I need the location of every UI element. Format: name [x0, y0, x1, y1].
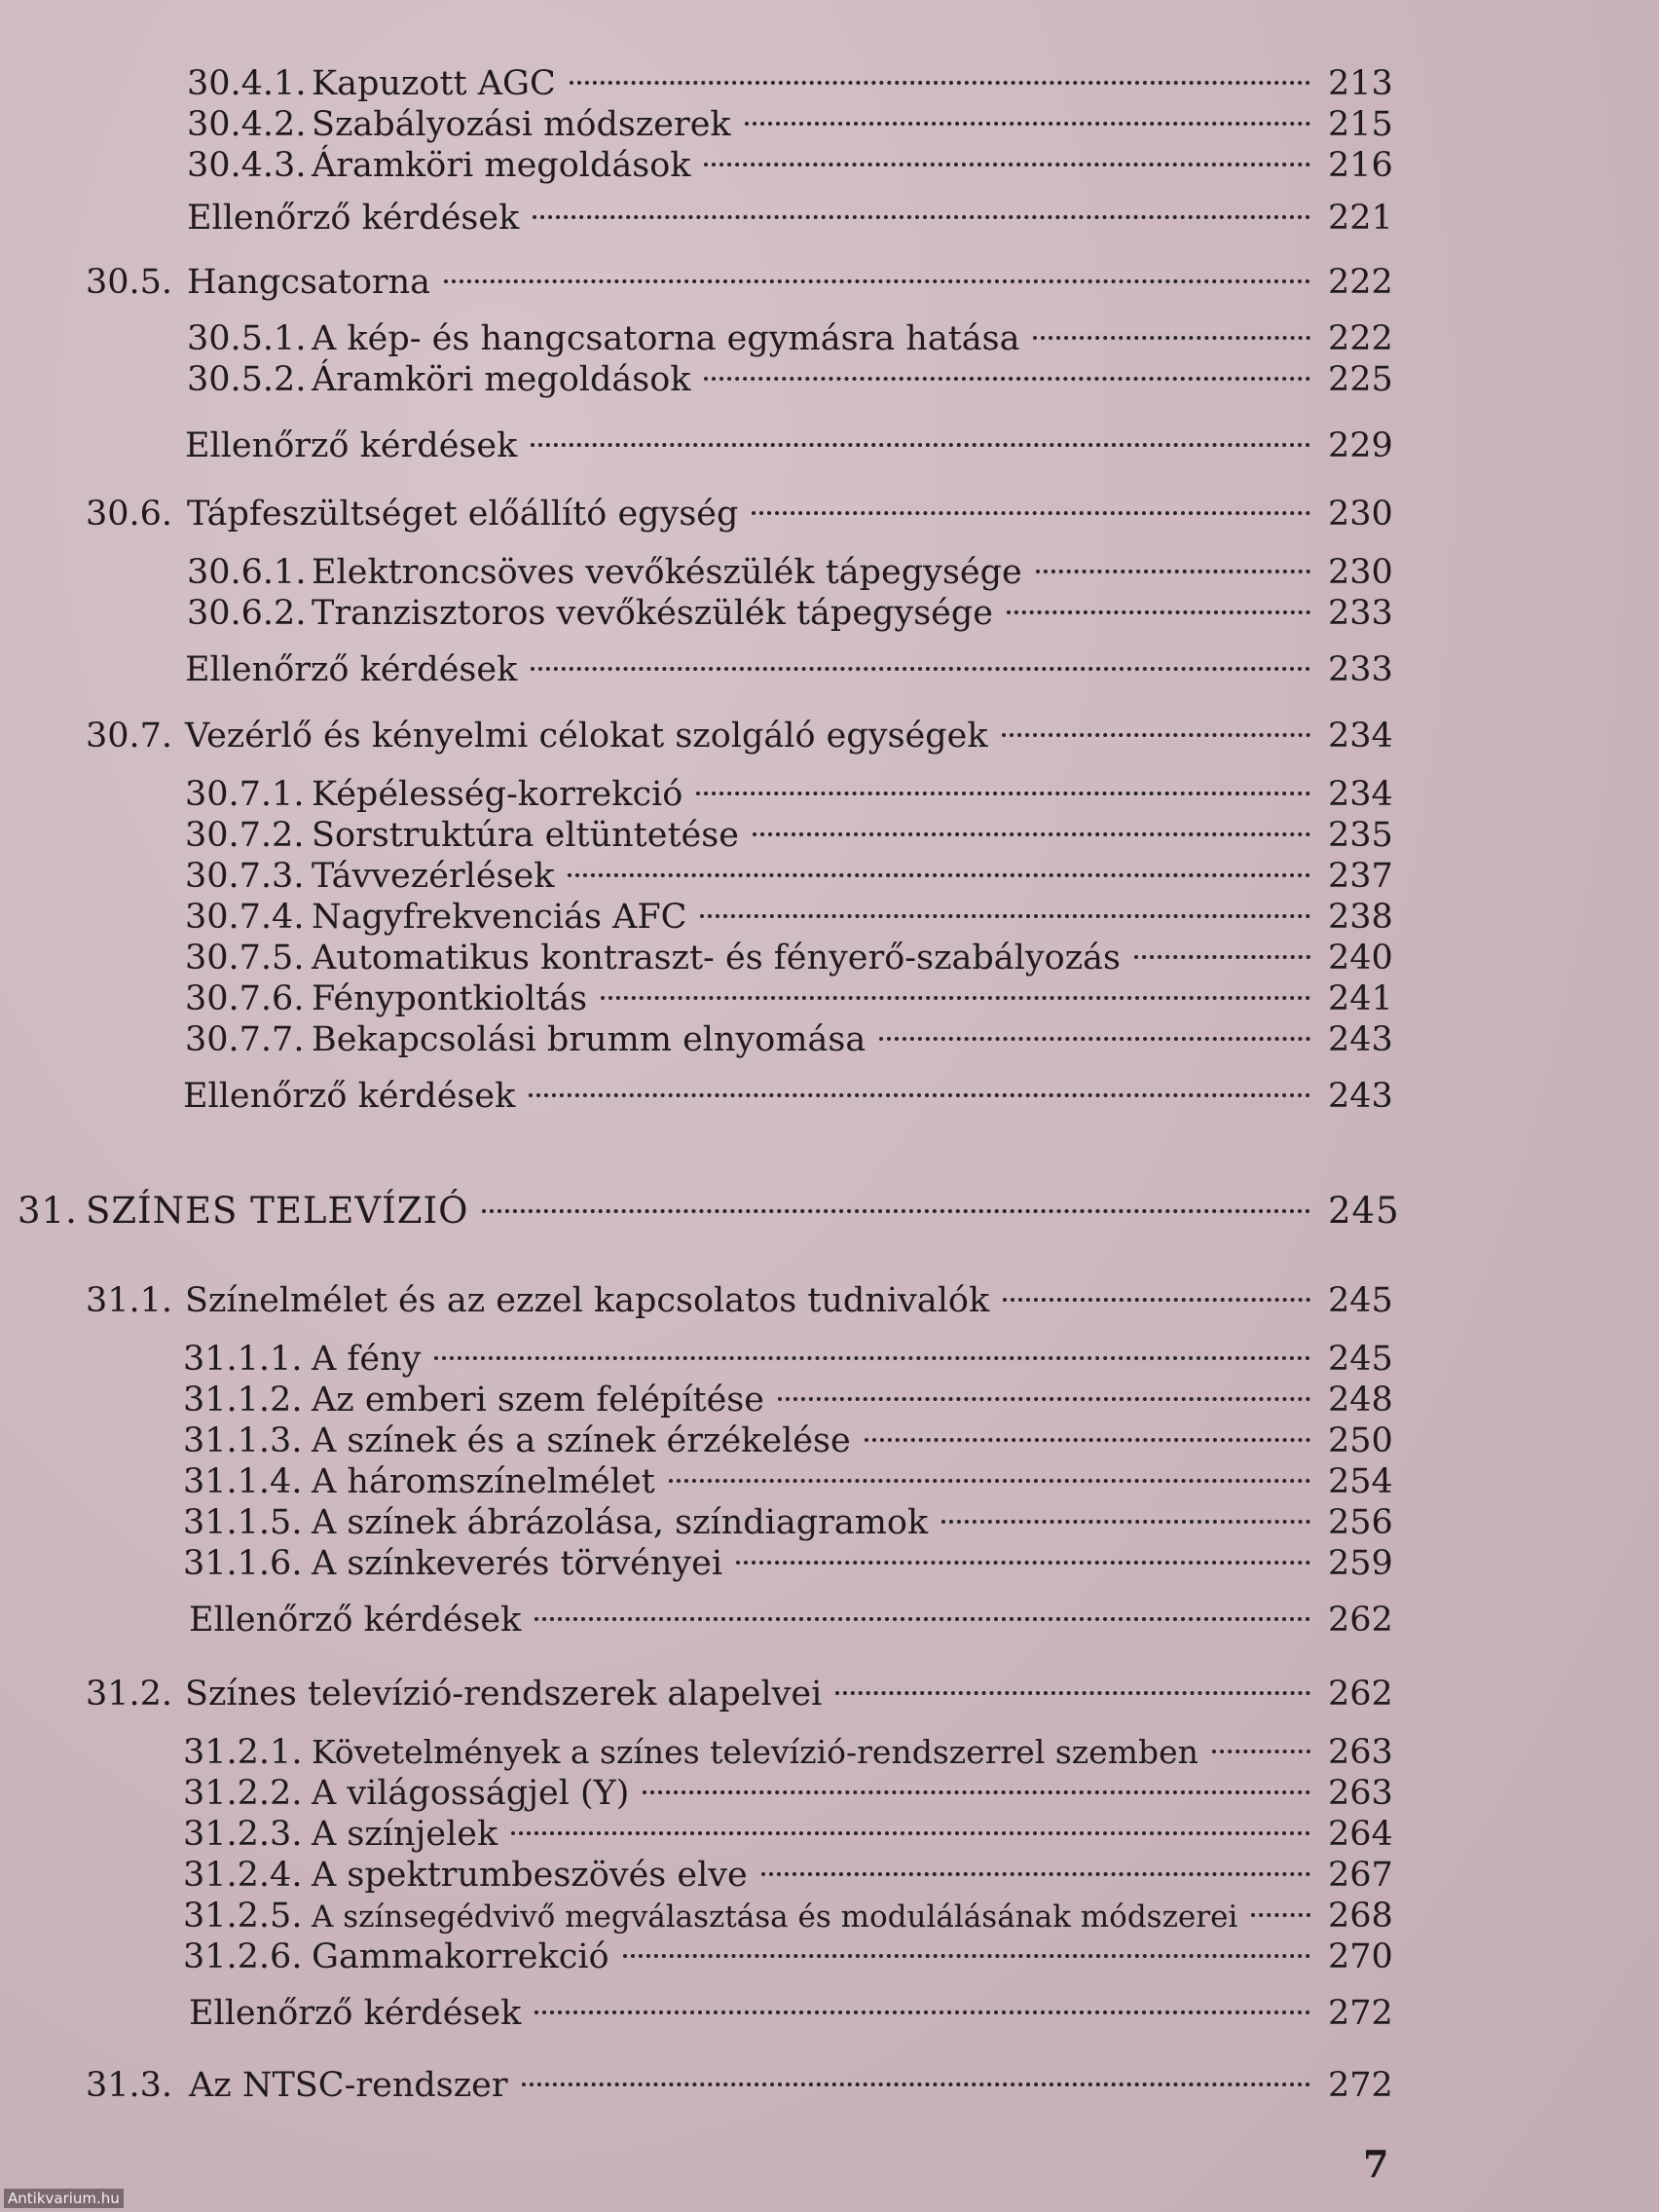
entry-title: Bekapcsolási brumm elnyomása: [312, 1020, 866, 1059]
toc-entry-section: [86, 1279, 1393, 1322]
leader-dots: [1003, 1298, 1310, 1302]
toc-entry: [183, 1854, 1393, 1897]
leader-dots: [704, 163, 1310, 166]
toc-entry: [183, 1813, 1393, 1856]
entry-page: 243: [1328, 1077, 1393, 1116]
toc-entry: [183, 1501, 1393, 1544]
entry-number: 30.5.1.: [187, 319, 307, 358]
leader-dots: [736, 1561, 1310, 1565]
entry-title: Távvezérlések: [312, 857, 555, 896]
leader-dots: [535, 1617, 1310, 1621]
entry-title: A színek ábrázolása, színdiagramok: [312, 1503, 929, 1542]
toc-entry: [185, 977, 1393, 1020]
entry-page: 233: [1328, 594, 1393, 633]
entry-title: Sorstruktúra eltüntetése: [312, 816, 739, 855]
entry-number: 30.7.3.: [185, 857, 305, 896]
entry-title: A háromszínelmélet: [312, 1462, 655, 1501]
toc-entry-section: [86, 715, 1393, 757]
entry-page: 254: [1328, 1462, 1393, 1501]
entry-number: 30.4.1.: [187, 64, 307, 103]
toc-entry: [187, 551, 1393, 594]
entry-number: 31.1.2.: [183, 1381, 303, 1419]
toc-entry: [183, 1460, 1393, 1503]
entry-title: Vezérlő és kényelmi célokat szolgáló egységek: [185, 717, 988, 756]
toc-entry: [187, 317, 1393, 360]
entry-page: 213: [1328, 64, 1393, 103]
toc-entry: [187, 103, 1393, 146]
entry-title: Követelmények a színes televízió-rendszerrel szemben: [312, 1733, 1198, 1771]
leader-dots: [753, 832, 1310, 836]
leader-dots: [700, 914, 1310, 918]
page-number: 7: [1363, 2142, 1389, 2186]
entry-title: Az NTSC-rendszer: [189, 2066, 508, 2105]
entry-page: 241: [1328, 979, 1393, 1018]
entry-title: Áramköri megoldások: [312, 146, 691, 185]
toc-entry-review: [185, 648, 1393, 691]
leader-dots: [704, 377, 1310, 381]
entry-page: 262: [1328, 1601, 1393, 1640]
entry-page: 263: [1328, 1733, 1393, 1772]
entry-page: 240: [1328, 939, 1393, 977]
leader-dots: [535, 2010, 1310, 2014]
toc-entry: [187, 144, 1393, 187]
entry-page: 222: [1328, 263, 1393, 302]
leader-dots: [778, 1397, 1310, 1401]
entry-title: Elektroncsöves vevőkészülék tápegysége: [312, 553, 1022, 592]
entry-number: 30.4.2.: [187, 105, 307, 144]
leader-dots: [482, 1209, 1310, 1213]
entry-page: 230: [1328, 495, 1393, 534]
entry-page: 233: [1328, 650, 1393, 689]
leader-dots: [1212, 1750, 1310, 1753]
leader-dots: [1036, 570, 1310, 573]
entry-number: 31.2.6.: [183, 1937, 303, 1976]
entry-page: 225: [1328, 360, 1393, 399]
entry-title: Színelmélet és az ezzel kapcsolatos tudnivalók: [185, 1281, 990, 1320]
leader-dots: [1134, 955, 1310, 959]
toc-entry: [183, 1338, 1393, 1381]
toc-entry: [185, 814, 1393, 857]
toc-entry: [185, 937, 1393, 979]
entry-page: 234: [1328, 775, 1393, 814]
leader-dots: [533, 215, 1310, 219]
leader-dots: [529, 1093, 1310, 1097]
entry-title: Ellenőrző kérdések: [187, 199, 520, 238]
toc-entry-chapter: [18, 1190, 1400, 1233]
leader-dots: [1002, 733, 1310, 737]
leader-dots: [531, 667, 1310, 671]
toc-entry: [185, 896, 1393, 939]
entry-page: 221: [1328, 199, 1393, 238]
entry-title: A kép- és hangcsatorna egymásra hatása: [312, 319, 1020, 358]
entry-title: Gammakorrekció: [312, 1937, 609, 1976]
leader-dots: [696, 792, 1310, 795]
entry-title: Színes televízió-rendszerek alapelvei: [185, 1675, 823, 1714]
toc-entry: [183, 1731, 1393, 1774]
entry-page: 237: [1328, 857, 1393, 896]
entry-title: A spektrumbeszövés elve: [312, 1856, 748, 1895]
toc-entry-review: [189, 1599, 1393, 1641]
leader-dots: [669, 1479, 1310, 1483]
leader-dots: [745, 122, 1310, 126]
toc-entry: [183, 1936, 1393, 1978]
toc-entry: [185, 773, 1393, 816]
entry-title: A színek és a színek érzékelése: [312, 1421, 851, 1460]
entry-page: 262: [1328, 1675, 1393, 1714]
entry-title: Szabályozási módszerek: [312, 105, 731, 144]
entry-title: A fény: [312, 1340, 422, 1379]
entry-number: 30.7.7.: [185, 1020, 305, 1059]
leader-dots: [879, 1037, 1310, 1041]
entry-page: 259: [1328, 1544, 1393, 1583]
entry-page: 256: [1328, 1503, 1393, 1542]
entry-page: 248: [1328, 1381, 1393, 1419]
entry-title: Képélesség-korrekció: [312, 775, 683, 814]
entry-number: 31.1.5.: [183, 1503, 303, 1542]
entry-title: Áramköri megoldások: [312, 360, 691, 399]
entry-page: 230: [1328, 553, 1393, 592]
leader-dots: [623, 1954, 1310, 1958]
entry-number: 31.1.4.: [183, 1462, 303, 1501]
entry-page: 216: [1328, 146, 1393, 185]
entry-number: 30.7.6.: [185, 979, 305, 1018]
entry-title: Kapuzott AGC: [312, 64, 556, 103]
entry-page: 215: [1328, 105, 1393, 144]
entry-page: 245: [1328, 1340, 1393, 1379]
toc-entry: [183, 1895, 1393, 1937]
entry-number: 31.1.6.: [183, 1544, 303, 1583]
entry-number: 30.7.: [86, 717, 173, 756]
entry-number: 30.6.1.: [187, 553, 307, 592]
entry-number: 30.7.1.: [185, 775, 305, 814]
entry-number: 31.2.5.: [183, 1897, 303, 1936]
leader-dots: [835, 1691, 1310, 1695]
toc-entry: [183, 1542, 1393, 1585]
entry-title: A színkeverés törvényei: [312, 1544, 723, 1583]
entry-title: Tranzisztoros vevőkészülék tápegysége: [312, 594, 993, 633]
entry-number: 31.3.: [86, 2066, 173, 2105]
entry-title: Ellenőrző kérdések: [189, 1601, 522, 1640]
leader-dots: [1007, 610, 1310, 614]
entry-number: 31.2.4.: [183, 1856, 303, 1895]
entry-page: 238: [1328, 898, 1393, 937]
leader-dots: [865, 1438, 1310, 1442]
entry-page: 268: [1328, 1897, 1393, 1936]
entry-number: 31.1.3.: [183, 1421, 303, 1460]
toc-entry: [183, 1419, 1393, 1462]
leader-dots: [522, 2083, 1310, 2086]
entry-title: Hangcsatorna: [187, 263, 431, 302]
toc-entry: [183, 1772, 1393, 1815]
entry-title: SZÍNES TELEVÍZIÓ: [86, 1190, 469, 1232]
toc-entry: [183, 1379, 1393, 1421]
entry-number: 30.5.: [86, 263, 173, 302]
entry-page: 245: [1328, 1190, 1400, 1232]
leader-dots: [643, 1790, 1310, 1794]
leader-dots: [511, 1831, 1310, 1835]
entry-page: 270: [1328, 1937, 1393, 1976]
leader-dots: [601, 996, 1310, 1000]
entry-title: Az emberi szem felépítése: [312, 1381, 764, 1419]
entry-title: A színsegédvivő megválasztása és modulálásának módszerei: [312, 1899, 1238, 1935]
entry-page: 272: [1328, 1994, 1393, 2033]
entry-number: 31.1.: [86, 1281, 173, 1320]
leader-dots: [1033, 336, 1310, 340]
entry-page: 245: [1328, 1281, 1393, 1320]
entry-title: Fénypontkioltás: [312, 979, 588, 1018]
toc-entry-review: [185, 424, 1393, 467]
watermark: Antikvarium.hu: [4, 2189, 124, 2208]
leader-dots: [570, 81, 1310, 85]
toc-entry-section: [86, 493, 1393, 535]
toc-entry: [185, 855, 1393, 898]
entry-page: 222: [1328, 319, 1393, 358]
leader-dots: [752, 511, 1310, 515]
toc-entry-review: [189, 1992, 1393, 2035]
entry-number: 31.: [18, 1190, 78, 1232]
toc-entry-review: [183, 1075, 1393, 1118]
entry-number: 30.6.2.: [187, 594, 307, 633]
toc-entry-section: [86, 261, 1393, 304]
toc-entry: [187, 358, 1393, 401]
entry-title: Ellenőrző kérdések: [185, 426, 518, 465]
entry-number: 30.7.2.: [185, 816, 305, 855]
entry-page: 250: [1328, 1421, 1393, 1460]
toc-entry-section: [86, 2064, 1393, 2107]
entry-title: Nagyfrekvenciás AFC: [312, 898, 687, 937]
entry-page: 263: [1328, 1774, 1393, 1813]
entry-page: 243: [1328, 1020, 1393, 1059]
leader-dots: [761, 1872, 1310, 1876]
toc-entry-section: [86, 1673, 1393, 1715]
leader-dots: [568, 873, 1310, 877]
entry-title: Ellenőrző kérdések: [189, 1994, 522, 2033]
entry-number: 30.7.4.: [185, 898, 305, 937]
leader-dots: [1251, 1913, 1310, 1917]
leader-dots: [434, 1356, 1310, 1360]
entry-title: Automatikus kontraszt- és fényerő-szabályozás: [312, 939, 1121, 977]
toc-entry: [187, 592, 1393, 635]
entry-number: 30.5.2.: [187, 360, 307, 399]
entry-number: 30.4.3.: [187, 146, 307, 185]
entry-page: 272: [1328, 2066, 1393, 2105]
toc-entry-review: [187, 197, 1393, 240]
toc-entry: [187, 62, 1393, 105]
entry-title: A színjelek: [312, 1815, 498, 1854]
entry-title: Ellenőrző kérdések: [183, 1077, 516, 1116]
entry-page: 264: [1328, 1815, 1393, 1854]
leader-dots: [444, 279, 1310, 283]
leader-dots: [531, 443, 1310, 447]
entry-number: 31.2.: [86, 1675, 173, 1714]
leader-dots: [941, 1520, 1310, 1524]
entry-number: 31.2.3.: [183, 1815, 303, 1854]
entry-title: Tápfeszültséget előállító egység: [187, 495, 739, 534]
entry-number: 31.2.2.: [183, 1774, 303, 1813]
entry-number: 31.2.1.: [183, 1733, 303, 1772]
entry-number: 31.1.1.: [183, 1340, 303, 1379]
entry-title: Ellenőrző kérdések: [185, 650, 518, 689]
entry-title: A világosságjel (Y): [312, 1774, 630, 1813]
entry-page: 267: [1328, 1856, 1393, 1895]
entry-page: 235: [1328, 816, 1393, 855]
entry-number: 30.7.5.: [185, 939, 305, 977]
entry-page: 229: [1328, 426, 1393, 465]
toc-entry: [185, 1018, 1393, 1061]
entry-number: 30.6.: [86, 495, 173, 534]
entry-page: 234: [1328, 717, 1393, 756]
